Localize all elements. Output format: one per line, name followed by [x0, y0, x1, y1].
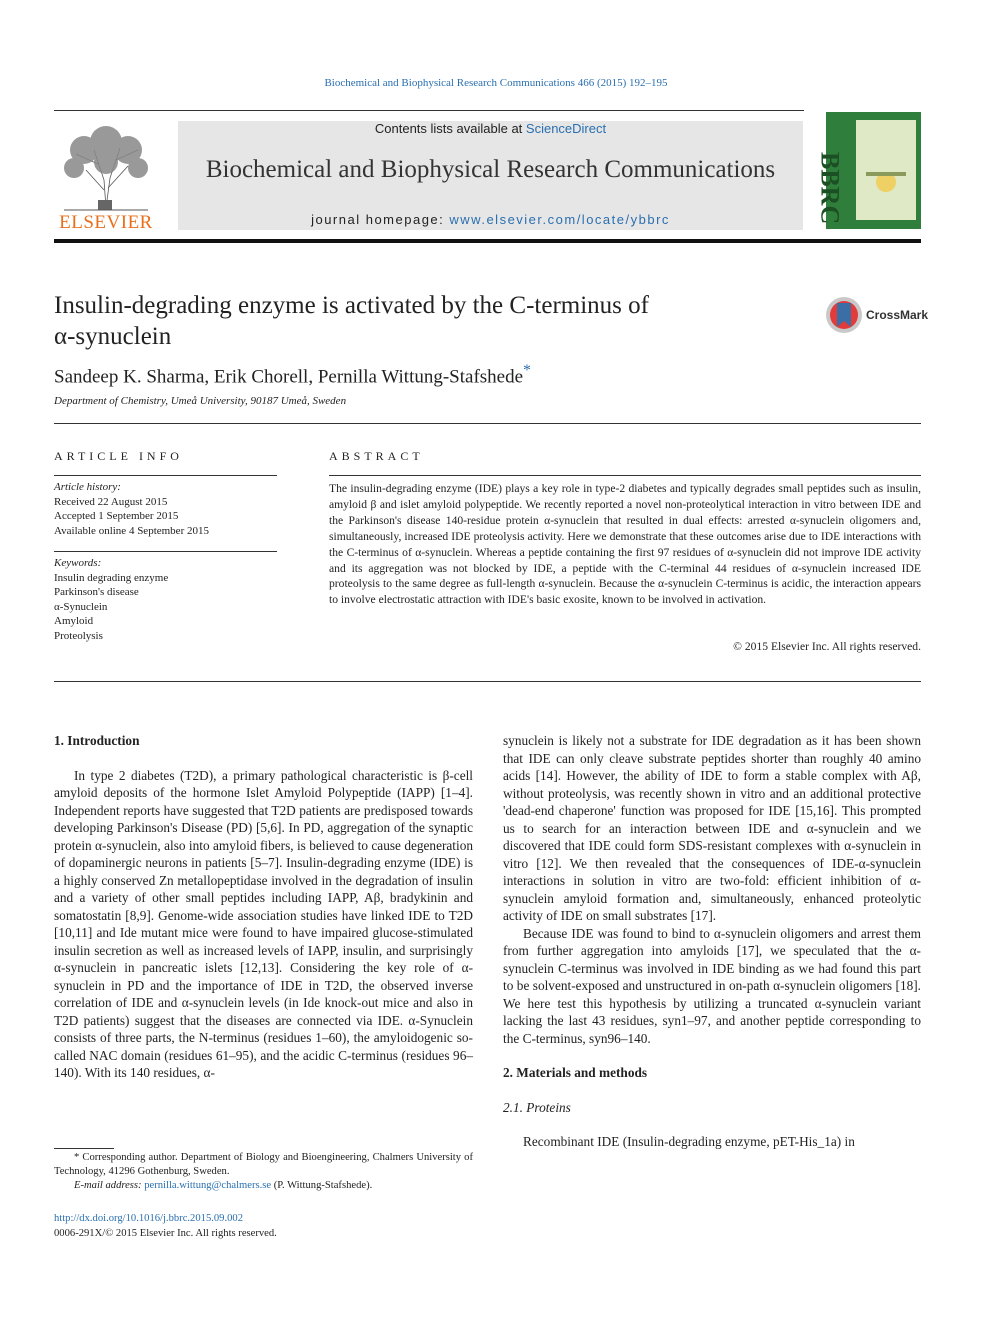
contents-line: Contents lists available at ScienceDirect — [374, 121, 607, 136]
footnote: * Corresponding author. Department of Biology and Bioengineering, Chalmers University of Technology, 41296 Gothenburg, Sweden. E-mail address: pernilla.wittung@chalmers.se (P. Wittung-Stafshede). — [54, 1152, 473, 1191]
section-heading-methods: 2. Materials and methods — [503, 1065, 648, 1080]
author-list: Sandeep K. Sharma, Erik Chorell, Pernilla Wittung-Stafshede* — [54, 362, 531, 388]
cover-letters: BBRC — [815, 152, 845, 225]
doi-block — [54, 1211, 277, 1241]
keywords-list: Keywords: Insulin degrading enzyme Parkinson's disease α-Synuclein Amyloid Proteolysis — [54, 556, 277, 643]
rule — [54, 475, 277, 476]
keyword: Insulin degrading enzyme — [54, 571, 169, 584]
elsevier-wordmark: ELSEVIER — [59, 212, 153, 233]
crossmark-icon[interactable] — [825, 296, 863, 334]
homepage-link[interactable]: www.elsevier.com/locate/ybbrc — [449, 212, 670, 227]
affiliation: Department of Chemistry, Umeå University, 90187 Umeå, Sweden — [54, 395, 347, 407]
keyword: Amyloid — [54, 615, 94, 627]
paragraph: Because IDE was found to bind to α-synuclein oligomers and arrest them from further aggregation into amyloids [17], we speculated that the α-synuclein C-terminus was involved in IDE binding as we had found this part to be solvent-exposed and unstructured in on-path α-synuclein oligomers [18]. We here test this hypothesis by utilizing a truncated α-synuclein variant lacking the last 43 residues, syn1–97, and another peptide corresponding to the C-terminus, syn96–140. — [503, 925, 921, 1046]
paragraph: Recombinant IDE (Insulin-degrading enzyme, pET-His_1a) in — [523, 1134, 855, 1149]
header-thick-rule — [54, 239, 921, 243]
sciencedirect-link[interactable]: ScienceDirect — [525, 121, 607, 136]
paragraph: synuclein is likely not a substrate for IDE degradation as it has been shown that IDE can only cleave substrate peptides shorter than roughly 40 amino acids [14]. However, the ability of IDE to form a stable complex with Aβ, without proteolysis, was recently shown in vitro and an additional protective 'dead-end chaperone' function was proposed for IDE [15,16]. This prompted us to search for an interaction between IDE and α-synuclein and we discovered that IDE could form SDS-resistant complexes with α-synuclein in vitro [12]. We then revealed that the consequences of IDE-α-synuclein interactions in solution in vitro are two-fold: efficient inhibition of α-synuclein amyloid formation and, simultaneously, enhanced proteolytic activity of IDE on small substrates [17]. — [503, 733, 921, 923]
author-email-link[interactable]: pernilla.wittung@chalmers.se — [144, 1180, 272, 1191]
article-history: Article history: Received 22 August 2015 Accepted 1 September 2015 Available online 4 September 2015 — [54, 480, 277, 538]
crossmark-label[interactable]: CrossMark — [866, 308, 929, 322]
article-title: Insulin-degrading enzyme is activated by the C-terminus of α-synuclein — [54, 292, 649, 350]
keyword: Parkinson's disease — [54, 586, 139, 598]
journal-title: Biochemical and Biophysical Research Communications — [205, 156, 776, 183]
rule — [54, 681, 921, 682]
rule — [54, 551, 277, 552]
keyword: Proteolysis — [54, 629, 103, 642]
article-info-heading: ARTICLE INFO — [54, 449, 183, 463]
homepage-line: journal homepage: www.elsevier.com/locate/ybbrc — [311, 212, 670, 227]
paragraph: In type 2 diabetes (T2D), a primary pathological characteristic is β-cell amyloid deposits of the hormone Islet Amyloid Polypeptide (IAPP) [1–4]. Independent reports have suggested that T2D patients are predisposed towards developing Parkinson's Disease (PD) [5,6]. In PD, aggregation of the synaptic protein α-synuclein, also into amyloid fibers, is believed to cause degeneration of dopaminergic neurons in patients [5–7]. Insulin-degrading enzyme (IDE) is a highly conserved Zn metallopeptidase involved in the degradation of insulin and a variety of other small peptides including IAPP, Aβ, bradykinin and somatostatin [8,9]. Genome-wide association studies have linked IDE to T2D [10,11] and Ide mutant mice were found to have impaired glucose-stimulated insulin secretion as well as increased levels of IAPP, insulin, and surprisingly α-synuclein in pancreatic islets [12,13]. Considering the key role of α-synuclein in PD and the importance of IDE in T2D, the observed inverse correlation of IDE and α-synuclein levels (in Ide knock-out mice and also in T2D patients) suggest that the diseases are connected via IDE. α-Synuclein consists of three parts, the N-terminus (residues 1–60), the amyloidogenic so-called NAC domain (residues 61–95), and the acidic C-terminus (residues 96–140). With its 140 residues, α- — [54, 767, 473, 1080]
corresponding-author-mark[interactable]: * — [523, 362, 531, 379]
history-received: Received 22 August 2015 — [54, 495, 168, 508]
copyright: © 2015 Elsevier Inc. All rights reserved. — [733, 640, 921, 653]
top-rule — [54, 110, 804, 111]
history-online: Available online 4 September 2015 — [54, 524, 209, 537]
journal-reference[interactable]: Biochemical and Biophysical Research Communications 466 (2015) 192–195 — [324, 77, 668, 89]
doi-link[interactable]: http://dx.doi.org/10.1016/j.bbrc.2015.09.002 — [54, 1213, 244, 1224]
subsection-heading-proteins: 2.1. Proteins — [503, 1099, 571, 1115]
journal-cover-thumbnail[interactable] — [815, 112, 921, 229]
body-right-column — [503, 732, 921, 1151]
rule — [329, 475, 921, 476]
abstract-text: The insulin-degrading enzyme (IDE) plays a key role in type-2 diabetes and typically degrades small peptides such as insulin, amyloid β and islet amyloid polypeptide. We recently reported a novel non-proteolytical interaction in vitro between IDE and the Parkinson's disease 140-residue protein α-synuclein that resulted in dual effects: arrested α-synuclein oligomers and, simultaneously, increased IDE proteolysis activity. Here we demonstrate that these outcomes arise due to IDE interactions with the C-terminus of α-synuclein. Whereas a peptide containing the first 97 residues of α-synuclein did not improve IDE activity and its aggregation was not blocked by IDE, a peptide with the C-terminal 44 residues of α-synuclein increased IDE proteolysis to the same degree as full-length α-synuclein. Because the α-synuclein C-terminus is acidic, the interaction appears to involve electrostatic attraction with IDE's basic exosite, known to be involved in activation. — [329, 482, 921, 607]
rule — [54, 423, 921, 424]
section-heading-introduction: 1. Introduction — [54, 733, 140, 748]
keyword: α-Synuclein — [54, 600, 108, 613]
abstract-heading: ABSTRACT — [329, 449, 424, 463]
history-accepted: Accepted 1 September 2015 — [54, 510, 179, 522]
issn-line: 0006-291X/© 2015 Elsevier Inc. All rights reserved. — [54, 1228, 277, 1239]
footnote-rule — [54, 1148, 114, 1149]
body-left-column — [54, 732, 473, 1082]
